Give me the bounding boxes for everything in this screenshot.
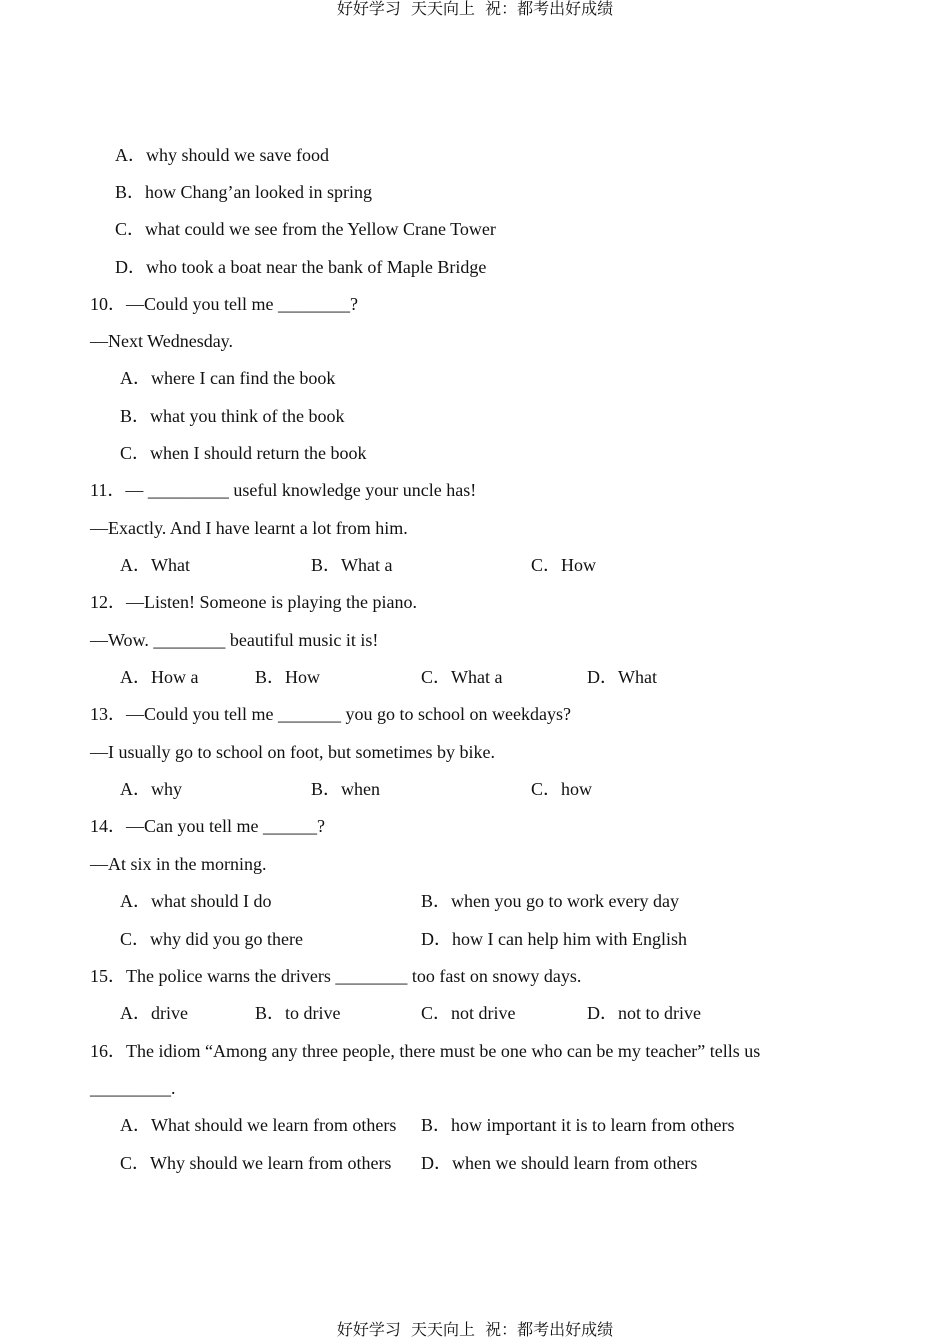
q15-option-c: C．not drive <box>421 1003 516 1023</box>
q12-stem: 12．—Listen! Someone is playing the piano. <box>90 592 417 612</box>
q13-option-c: C．how <box>531 779 593 799</box>
q12-option-d: D．What <box>587 667 657 687</box>
q14-option-d: D．how I can help him with English <box>421 929 687 949</box>
q16-option-a: A．What should we learn from others <box>120 1115 397 1135</box>
q12-option-a: A．How a <box>120 667 199 687</box>
q11-option-b: B．What a <box>311 555 393 575</box>
q16-option-d: D．when we should learn from others <box>421 1153 698 1173</box>
q13-stem: 13．—Could you tell me _______ you go to school on weekdays? <box>90 704 571 724</box>
q12-option-c: C．What a <box>421 667 503 687</box>
page-header: 好好学习 天天向上 祝：都考出好成绩 <box>336 0 614 18</box>
q15-option-a: A．drive <box>120 1003 188 1023</box>
q15-option-d: D．not to drive <box>587 1003 701 1023</box>
q14-stem: 14．—Can you tell me ______? <box>90 816 325 836</box>
q14-option-b: B．when you go to work every day <box>421 891 679 911</box>
q13-option-b: B．when <box>311 779 380 799</box>
q16-stem: 16．The idiom “Among any three people, there must be one who can be my teacher” tells us <box>90 1041 761 1061</box>
q10-reply: —Next Wednesday. <box>90 331 234 351</box>
q9-option-c: C．what could we see from the Yellow Crane Tower <box>115 219 496 239</box>
q9-option-d: D．who took a boat near the bank of Maple Bridge <box>115 257 487 277</box>
q13-option-a: A．why <box>120 779 182 799</box>
q15-stem: 15．The police warns the drivers ________ too fast on snowy days. <box>90 966 582 986</box>
q11-option-c: C．How <box>531 555 597 575</box>
q10-option-a: A．where I can find the book <box>120 368 336 388</box>
q14-option-a: A．what should I do <box>120 891 272 911</box>
q16-option-c: C．Why should we learn from others <box>120 1153 392 1173</box>
q14-reply: —At six in the morning. <box>90 854 267 874</box>
page-footer: 好好学习 天天向上 祝：都考出好成绩 <box>336 1320 614 1339</box>
q16-stem-continued: _________. <box>90 1078 176 1098</box>
q10-stem: 10．—Could you tell me ________? <box>90 294 358 314</box>
q12-option-b: B．How <box>255 667 321 687</box>
q9-option-b: B．how Chang’an looked in spring <box>115 182 372 202</box>
q16-option-b: B．how important it is to learn from others <box>421 1115 735 1135</box>
q10-option-c: C．when I should return the book <box>120 443 367 463</box>
q11-stem: 11．— _________ useful knowledge your uncle has! <box>90 480 477 500</box>
q9-option-a: A．why should we save food <box>115 145 329 165</box>
q14-option-c: C．why did you go there <box>120 929 303 949</box>
q11-reply: —Exactly. And I have learnt a lot from him. <box>90 518 408 538</box>
q13-reply: —I usually go to school on foot, but sometimes by bike. <box>90 742 495 762</box>
q12-reply: —Wow. ________ beautiful music it is! <box>90 630 379 650</box>
q15-option-b: B．to drive <box>255 1003 341 1023</box>
q10-option-b: B．what you think of the book <box>120 406 345 426</box>
q11-option-a: A．What <box>120 555 190 575</box>
